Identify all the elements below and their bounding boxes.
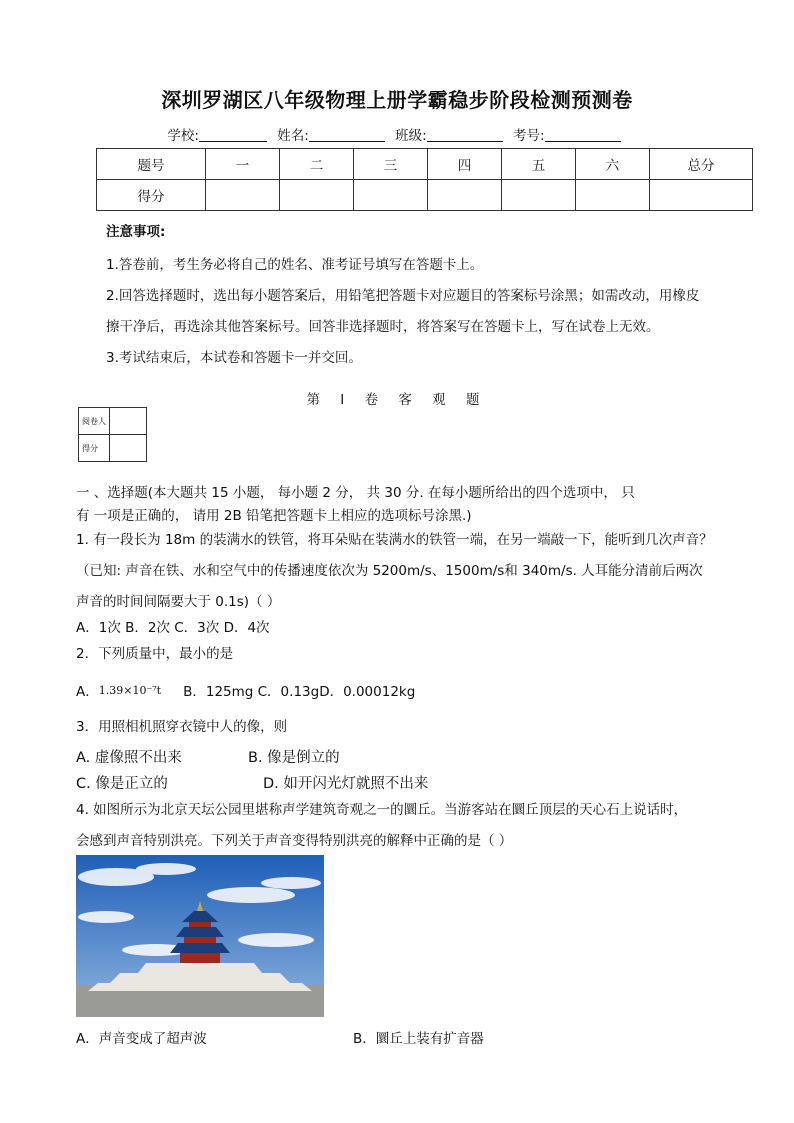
score-cell[interactable] <box>650 180 753 211</box>
notice-line-2a: 2.回答选择题时，选出每小题答案后，用铅笔把答题卡对应题目的答案标号涂黑；如需改动，用橡皮 <box>106 288 700 304</box>
temple-illustration <box>76 855 324 1017</box>
q4-line-1: 4. 如图所示为北京天坛公园里堪称声学建筑奇观之一的圜丘。当游客站在圜丘顶层的天心石上说话时， <box>76 802 688 818</box>
part1-heading-b: 有 一项是正确的， 请用 2B 铅笔把答题卡上相应的选项标号涂黑.) <box>76 508 472 524</box>
score-table <box>96 148 753 211</box>
score-cell[interactable] <box>206 180 280 211</box>
q2-option-a-value: 1.39×10⁻⁷t <box>98 684 162 697</box>
score-cell[interactable] <box>354 180 428 211</box>
q1-line-1: 1. 有一段长为 18m 的装满水的铁管，将耳朵贴在装满水的铁管一端，在另一端敲一下，能听到几次声音？ <box>76 532 713 548</box>
q3-stem: 3．用照相机照穿衣镜中人的像，则 <box>76 719 288 735</box>
score-header-cell: 一 <box>206 149 280 180</box>
exam-no-blank[interactable] <box>545 127 621 142</box>
notice-line-2b: 擦干净后，再选涂其他答案标号。回答非选择题时，将答案写在答题卡上，写在试卷上无效。 <box>106 319 660 335</box>
q3-option-c: C. 像是正立的 <box>76 776 168 792</box>
score-header-cell: 六 <box>576 149 650 180</box>
page-title: 深圳罗湖区八年级物理上册学霸稳步阶段检测预测卷 <box>161 88 633 112</box>
terrace-middle <box>110 973 290 983</box>
grader-label: 阅卷人 <box>79 408 110 435</box>
notice-line-1: 1.答卷前，考生务必将自己的姓名、准考证号填写在答题卡上。 <box>106 257 484 273</box>
score-header-cell: 题号 <box>97 149 206 180</box>
grader-score-label: 得分 <box>79 435 110 462</box>
q4-line-2: 会感到声音特别洪亮。下列关于声音变得特别洪亮的解释中正确的是（ ） <box>76 833 513 849</box>
grader-cell[interactable] <box>110 408 147 435</box>
score-cell[interactable] <box>576 180 650 211</box>
notice-line-3: 3.考试结束后，本试卷和答题卡一并交回。 <box>106 350 362 366</box>
score-cell[interactable] <box>280 180 354 211</box>
temple-of-heaven-photo <box>76 855 324 1017</box>
q2-options <box>76 680 415 700</box>
name-label: 姓名: <box>277 128 309 144</box>
temple-roof-middle <box>176 927 224 937</box>
q1-line-3: 声音的时间间隔要大于 0.1s)（ ） <box>76 594 281 610</box>
terrace-upper <box>138 963 262 973</box>
q1-options: A．1次 B．2次 C．3次 D．4次 <box>76 620 270 636</box>
class-blank[interactable] <box>427 127 503 142</box>
q3-option-d: D. 如开闪光灯就照不出来 <box>263 776 429 792</box>
score-table-score-row <box>97 180 753 211</box>
grader-table <box>78 407 147 462</box>
score-cell[interactable] <box>502 180 576 211</box>
terrace-lower <box>88 983 312 991</box>
q4-option-a: A．声音变成了超声波 <box>76 1031 207 1047</box>
notice-heading: 注意事项: <box>106 224 166 240</box>
q2-option-a-prefix: A． <box>76 684 99 700</box>
section-title: 第 I 卷 客 观 题 <box>306 392 488 408</box>
score-header-cell: 五 <box>502 149 576 180</box>
score-row-label: 得分 <box>97 180 206 211</box>
grader-score-cell[interactable] <box>110 435 147 462</box>
temple-roof-lower <box>170 943 230 953</box>
score-cell[interactable] <box>428 180 502 211</box>
class-label: 班级: <box>395 128 427 144</box>
q4-option-b: B．圜丘上装有扩音器 <box>353 1031 484 1047</box>
score-header-cell: 三 <box>354 149 428 180</box>
score-table-header-row <box>97 149 753 180</box>
q3-option-b: B. 像是倒立的 <box>248 750 340 766</box>
score-header-cell: 四 <box>428 149 502 180</box>
school-blank[interactable] <box>199 127 267 142</box>
q2-options-rest: B．125mg C．0.13gD．0.00012kg <box>183 684 416 700</box>
part1-heading-a: 一 、选择题(本大题共 15 小题， 每小题 2 分， 共 30 分. 在每小题所给出的四个选项中， 只 <box>76 485 635 501</box>
q1-line-2: （已知: 声音在铁、水和空气中的传播速度依次为 5200m/s、1500m/s和 340m/s. 人耳能分清前后两次 <box>76 563 703 579</box>
q2-stem: 2．下列质量中，最小的是 <box>76 646 234 662</box>
score-header-cell: 二 <box>280 149 354 180</box>
q3-option-a: A. 虚像照不出来 <box>76 750 182 766</box>
name-blank[interactable] <box>309 127 385 142</box>
score-header-cell: 总分 <box>650 149 753 180</box>
school-label: 学校: <box>167 128 199 144</box>
student-info-row <box>0 124 794 144</box>
exam-no-label: 考号: <box>513 128 545 144</box>
